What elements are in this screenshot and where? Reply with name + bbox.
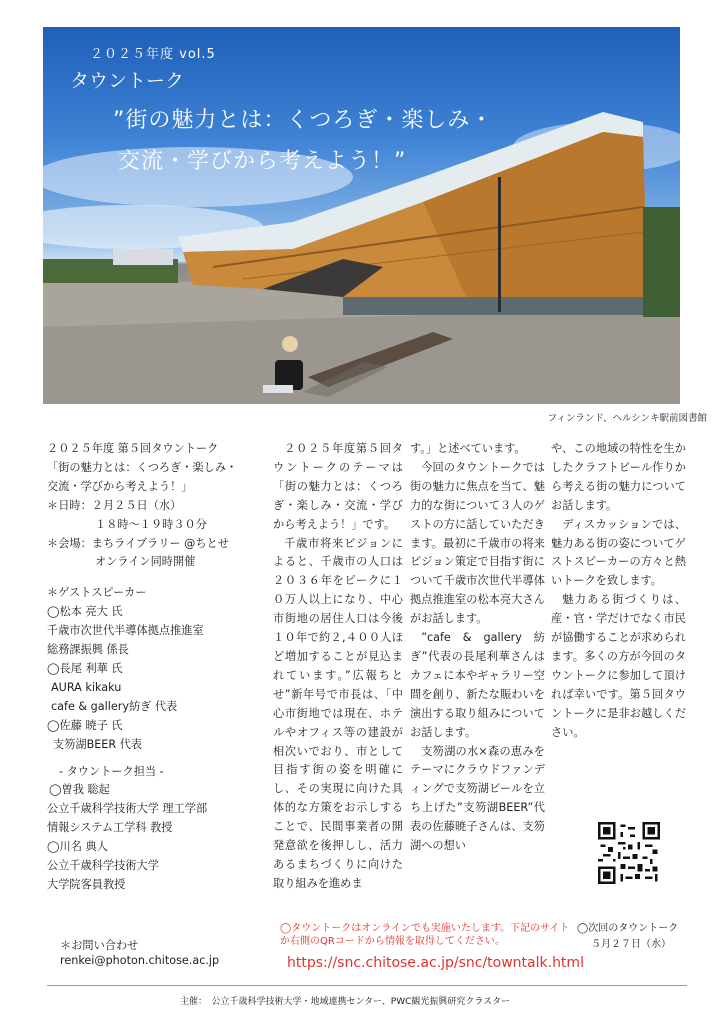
hero-title-line1: ”街の魅力とは：くつろぎ・楽しみ・ — [113, 108, 494, 133]
hero-year: ２０２５年度 vol.5 — [90, 47, 216, 62]
staff2-name: ◯川名 典人 — [47, 840, 108, 854]
staff1-role: 情報システム工学科 教授 — [47, 821, 173, 835]
body-paragraph: や、この地域の特性を生かしたクラフトビール作りから考える街の魅力についてお話します。 — [551, 442, 686, 512]
contact-label: ＊お問い合わせ — [60, 939, 139, 952]
staff1-name: ◯曽我 聡起 — [49, 783, 110, 797]
guest-heading: ＊ゲストスピーカー — [47, 586, 147, 600]
qr-code[interactable] — [598, 822, 660, 884]
event-details — [47, 440, 272, 895]
staff1-org: 公立千歳科学技術大学 理工学部 — [47, 802, 208, 816]
event-time: １８時～１９時３０分 — [95, 517, 207, 531]
guest1-role: 総務課振興 係長 — [47, 643, 129, 657]
body-paragraph: す。」と述べています。 — [410, 442, 526, 455]
guest3-role: 支笏湖BEER 代表 — [53, 737, 143, 751]
event-heading: ２０２５年度 第５回タウントーク — [47, 442, 219, 455]
hero-title-line2: 交流・学びから考えよう！” — [118, 149, 407, 174]
towntalk-link[interactable]: https://snc.chitose.ac.jp/snc/towntalk.html — [287, 955, 584, 971]
guest2-role: cafe & gallery紡ぎ 代表 — [51, 699, 178, 713]
body-paragraph: ２０２５年度第５回タウントークのテーマは「街の魅力とは：くつろぎ・楽しみ・交流・学びから考えよう！」です。 — [273, 442, 403, 531]
contact-email[interactable]: renkei@photon.chitose.ac.jp — [60, 954, 220, 967]
body-paragraph: 支笏湖の水×森の恵みをテーマにクラウドファンディングで支笏湖ビールを立ち上げた”支笏湖BEER”代表の佐藤暁子さんは、支笏湖への想い — [410, 744, 545, 853]
event-date: ＊日時：２月２５日（水） — [47, 498, 182, 512]
event-title-line1: 「街の魅力とは：くつろぎ・楽しみ・ — [47, 460, 238, 474]
online-notice: ◯タウントークはオンラインでも実施いたします。下記のサイトか右側のQRコードから情報を取得してください。 — [280, 923, 570, 947]
staff2-role: 大学院客員教授 — [47, 877, 126, 891]
staff-heading: - タウントーク担当 - — [59, 764, 164, 778]
next-event-label: ◯次回のタウントーク — [577, 923, 679, 934]
body-column-1 — [273, 440, 403, 894]
footer-divider — [47, 985, 687, 986]
event-title-line2: 交流・学びから考えよう！」 — [47, 479, 193, 493]
staff2-org: 公立千歳科学技術大学 — [47, 859, 159, 873]
body-paragraph: 魅力ある街づくりは、産・官・学だけでなく市民が協働することが求められます。多くの方が今回のタウントークに参加して頂ければ幸いです。第５回タウントークに是非お越しください。 — [551, 593, 686, 739]
hero-photo — [43, 27, 680, 404]
body-column-3 — [551, 440, 686, 743]
body-paragraph: 千歳市将来ビジョンによると、千歳市の人口は２０３６年をピークに１０万人以上になり、中心市街地の居住人口は今後１０年で約２,４００人ほど増加することが見込まれています。”広報ちとせ”新年号で市長は、「中心市街地では現在、ホテルやオフィス等の建設が相次いでおり、市として目指す街の姿を明確にし、その実現に向けた具体的な方策をお示しすることで、民間事業者の開発意欲を後押しし、活力あるまちづくりに向けた取り組みを進めま — [273, 536, 403, 890]
body-paragraph: ”cafe & gallery 紡ぎ”代表の長尾利華さんはカフェに本やギャラリー空間を創り、新たな賑わいを演出する取り組みについてお話します。 — [410, 631, 545, 739]
organizer-footer: 主催： 公立千歳科学技術大学・地域連携センター、PWC観光振興研究クラスター — [180, 997, 511, 1007]
guest1-name: ◯松本 亮大 氏 — [47, 605, 123, 619]
event-online: オンライン同時開催 — [95, 555, 196, 569]
event-venue: ＊会場：まちライブラリー @ちとせ — [47, 536, 229, 550]
body-paragraph: ディスカッションでは、魅力ある街の姿についてゲストスピーカーの方々と熱いトークを致します。 — [551, 517, 686, 588]
body-column-2 — [410, 440, 545, 856]
guest1-org: 千歳市次世代半導体拠点推進室 — [47, 624, 204, 638]
photo-caption: フィンランド、ヘルシンキ駅前図書館 — [547, 413, 707, 424]
body-paragraph: 今回のタウントークでは街の魅力に焦点を当て、魅力的な街について３人のゲストの方に話していただきます。最初に千歳市の将来ビジョン策定で目指す街について千歳市次世代半導体拠点推進室の松本亮大さんがお話します。 — [410, 460, 545, 626]
guest2-name: ◯長尾 利華 氏 — [47, 661, 123, 675]
hero-series-name: タウントーク — [70, 70, 185, 92]
guest2-org: AURA kikaku — [51, 680, 122, 694]
next-event-date: ５月２７日（水） — [591, 939, 671, 950]
guest3-name: ◯佐藤 暁子 氏 — [47, 718, 123, 732]
